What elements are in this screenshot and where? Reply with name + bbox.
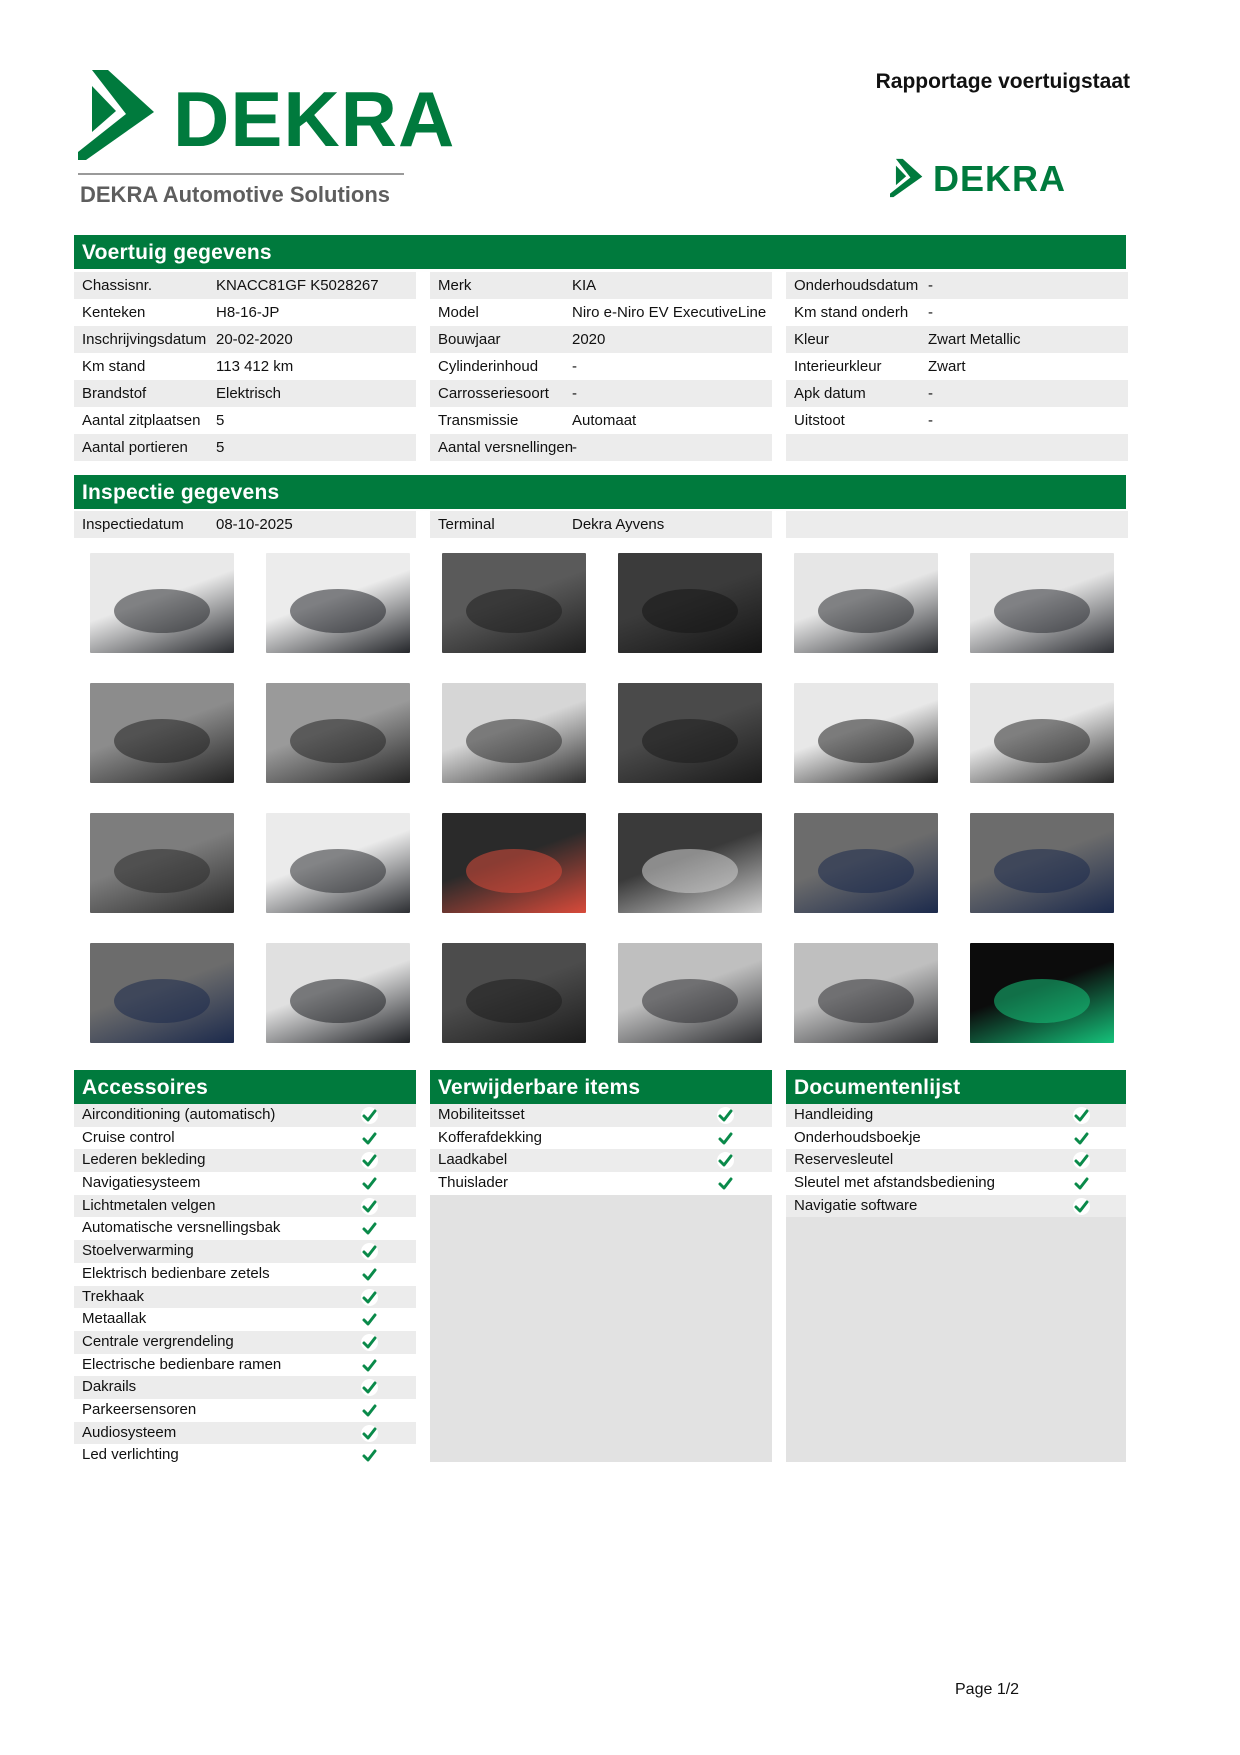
- vehicle-row: [786, 326, 1128, 353]
- list-item: [74, 1217, 416, 1240]
- photo-door-sill[interactable]: [618, 813, 762, 913]
- photo-thumbnail-image: [618, 943, 762, 1043]
- field-label: Bouwjaar: [438, 331, 501, 348]
- photo-thumbnail-image: [442, 683, 586, 783]
- list-item-label: Thuislader: [438, 1174, 509, 1192]
- check-icon: [361, 1243, 378, 1260]
- photo-battery-certificate[interactable]: [970, 943, 1114, 1043]
- check-icon: [717, 1152, 734, 1169]
- photo-manuals[interactable]: [442, 813, 586, 913]
- list-item: [74, 1172, 416, 1195]
- field-value: Automaat: [572, 412, 637, 429]
- photo-infotainment-screen[interactable]: [90, 943, 234, 1043]
- vehicle-row: [430, 326, 772, 353]
- field-label: Transmissie: [438, 412, 519, 429]
- check-icon: [1073, 1107, 1090, 1124]
- section-accessories-header: Accessoires: [74, 1070, 416, 1104]
- check-icon: [717, 1130, 734, 1147]
- vehicle-row: [430, 299, 772, 326]
- list-item-label: Elektrisch bedienbare zetels: [82, 1264, 270, 1282]
- field-label: Uitstoot: [794, 412, 845, 429]
- vehicle-row: [74, 434, 416, 461]
- photo-thumbnail-image: [266, 813, 410, 913]
- removable-items-list: [430, 1104, 772, 1462]
- photo-thumbnail-image: [794, 683, 938, 783]
- vehicle-row: [74, 407, 416, 434]
- field-value: Niro e-Niro EV ExecutiveLine: [572, 304, 767, 321]
- check-icon: [361, 1425, 378, 1442]
- field-value: 5: [216, 412, 225, 429]
- list-item-label: Lichtmetalen velgen: [82, 1196, 216, 1214]
- list-item: [74, 1104, 416, 1127]
- list-item: [74, 1263, 416, 1286]
- photo-thumbnail-image: [442, 553, 586, 653]
- list-item-label: Navigatiesysteem: [82, 1174, 201, 1192]
- list-item: [430, 1104, 772, 1127]
- photo-thumbnail-image: [618, 683, 762, 783]
- check-icon: [361, 1175, 378, 1192]
- list-item: [74, 1127, 416, 1150]
- photo-underfloor-storage[interactable]: [618, 683, 762, 783]
- vehicle-row: [786, 299, 1128, 326]
- check-icon: [1073, 1175, 1090, 1192]
- photo-dashboard[interactable]: [442, 553, 586, 653]
- field-value: -: [928, 304, 933, 321]
- photo-bumper-detail[interactable]: [266, 943, 410, 1043]
- list-item-label: Cruise control: [82, 1128, 175, 1146]
- photo-thumbnail-image: [90, 943, 234, 1043]
- list-item: [786, 1104, 1126, 1127]
- photo-thumbnail-image: [266, 683, 410, 783]
- photo-thumbnail-image: [442, 813, 586, 913]
- field-value: Zwart Metallic: [928, 331, 1021, 348]
- photo-thumbnail-image: [794, 943, 938, 1043]
- photo-thumbnail-image: [90, 553, 234, 653]
- field-label: Kleur: [794, 331, 830, 348]
- field-label: Brandstof: [82, 385, 147, 402]
- list-item: [74, 1422, 416, 1445]
- vehicle-row: [786, 272, 1128, 299]
- list-item-label: Led verlichting: [82, 1446, 179, 1464]
- photo-instrument-cluster[interactable]: [618, 553, 762, 653]
- field-label: Carrosseriesoort: [438, 385, 549, 402]
- section-inspection-header: Inspectie gegevens: [74, 475, 1126, 509]
- check-icon: [717, 1107, 734, 1124]
- list-item-label: Automatische versnellingsbak: [82, 1219, 281, 1237]
- field-label: Aantal zitplaatsen: [82, 412, 201, 429]
- check-icon: [361, 1220, 378, 1237]
- list-item: [74, 1399, 416, 1422]
- terminal-label: Terminal: [438, 516, 495, 533]
- vehicle-row: [74, 353, 416, 380]
- check-icon: [717, 1175, 734, 1192]
- list-item: [430, 1149, 772, 1172]
- list-item: [430, 1127, 772, 1150]
- vehicle-row: [430, 353, 772, 380]
- list-item-label: Electrische bedienbare ramen: [82, 1355, 282, 1373]
- photo-exterior-rear-left[interactable]: [266, 553, 410, 653]
- photo-thumbnail-image: [90, 813, 234, 913]
- vehicle-row: [430, 407, 772, 434]
- list-item: [430, 1172, 772, 1195]
- check-icon: [1073, 1152, 1090, 1169]
- photo-exterior-front-right[interactable]: [970, 553, 1114, 653]
- photo-center-console[interactable]: [442, 943, 586, 1043]
- photo-thumbnail-image: [970, 813, 1114, 913]
- field-label: Km stand onderh: [794, 304, 909, 321]
- document-title: Rapportage voertuigstaat: [875, 70, 1130, 93]
- check-icon: [1073, 1198, 1090, 1215]
- vehicle-row-empty: [786, 434, 1128, 461]
- field-value: -: [572, 385, 577, 402]
- photo-thumbnail-image: [618, 553, 762, 653]
- list-item: [74, 1376, 416, 1399]
- list-item: [74, 1149, 416, 1172]
- field-label: Kenteken: [82, 304, 146, 321]
- vehicle-row: [74, 380, 416, 407]
- vehicle-row: [74, 299, 416, 326]
- field-label: Inschrijvingsdatum: [82, 331, 207, 348]
- photo-thumbnail-image: [266, 943, 410, 1043]
- list-item-label: Centrale vergrendeling: [82, 1332, 234, 1350]
- check-icon: [361, 1357, 378, 1374]
- field-label: Apk datum: [794, 385, 866, 402]
- inspection-empty-row: [786, 511, 1128, 538]
- photo-thumbnail-image: [618, 813, 762, 913]
- page-number: Page 1/2: [955, 1681, 1020, 1698]
- list-item-label: Kofferafdekking: [438, 1128, 542, 1146]
- check-icon: [361, 1402, 378, 1419]
- photo-thumbnail-image: [794, 553, 938, 653]
- list-item-label: Lederen bekleding: [82, 1151, 206, 1169]
- dekra-logo: [78, 70, 456, 210]
- dekra-logo-icon: [78, 70, 158, 165]
- brand-subtitle: DEKRA Automotive Solutions: [80, 182, 391, 207]
- list-item: [74, 1240, 416, 1263]
- list-item-label: Onderhoudsboekje: [794, 1128, 921, 1146]
- list-item: [74, 1286, 416, 1309]
- photo-thumbnail-image: [90, 683, 234, 783]
- brand-wordmark-small: DEKRA: [933, 158, 1067, 199]
- field-value: Elektrisch: [216, 385, 282, 402]
- accessories-list: [74, 1104, 416, 1462]
- list-item-label: Navigatie software: [794, 1196, 918, 1214]
- photo-thumbnail-image: [970, 553, 1114, 653]
- field-value: -: [928, 385, 933, 402]
- field-label: Cylinderinhoud: [438, 358, 539, 375]
- photo-infotainment-screen[interactable]: [970, 813, 1114, 913]
- check-icon: [361, 1198, 378, 1215]
- photo-thumbnail-image: [266, 553, 410, 653]
- vehicle-row: [430, 272, 772, 299]
- list-item-label: Sleutel met afstandsbediening: [794, 1174, 995, 1192]
- check-icon: [361, 1289, 378, 1306]
- list-item-label: Handleiding: [794, 1106, 874, 1123]
- vehicle-row: [786, 380, 1128, 407]
- photo-thumbnail-image: [794, 813, 938, 913]
- brand-wordmark: DEKRA: [173, 75, 456, 163]
- field-label: Aantal portieren: [82, 439, 188, 456]
- inspection-date-value: 08-10-2025: [216, 516, 293, 533]
- vehicle-column-3: [786, 272, 1128, 461]
- inspection-date-row: [74, 511, 416, 538]
- vehicle-column-1: [74, 272, 416, 461]
- list-item: [74, 1195, 416, 1218]
- vehicle-row: [74, 326, 416, 353]
- photo-charging-port[interactable]: [90, 813, 234, 913]
- section-vehicle-header: Voertuig gegevens: [74, 235, 1126, 269]
- photo-front-seats[interactable]: [90, 683, 234, 783]
- documents-list: [786, 1104, 1126, 1462]
- photo-charging-cables[interactable]: [970, 683, 1114, 783]
- field-label: Onderhoudsdatum: [794, 277, 919, 294]
- dekra-logo-small: [890, 158, 1067, 204]
- photo-license-plate[interactable]: [794, 683, 938, 783]
- field-label: Aantal versnellingen: [438, 439, 574, 456]
- check-icon: [361, 1130, 378, 1147]
- terminal-value: Dekra Ayvens: [572, 516, 665, 533]
- check-icon: [1073, 1130, 1090, 1147]
- list-item: [74, 1331, 416, 1354]
- field-value: -: [928, 412, 933, 429]
- photo-trunk[interactable]: [442, 683, 586, 783]
- field-value: 2020: [572, 331, 606, 348]
- check-icon: [361, 1152, 378, 1169]
- photo-rear-seats[interactable]: [266, 683, 410, 783]
- field-value: 113 412 km: [216, 358, 294, 375]
- photo-wheel[interactable]: [266, 813, 410, 913]
- photo-side-skirt[interactable]: [794, 943, 938, 1043]
- check-icon: [361, 1311, 378, 1328]
- field-value: 20-02-2020: [216, 331, 293, 348]
- list-item: [786, 1127, 1126, 1150]
- check-icon: [361, 1334, 378, 1351]
- field-label: Chassisnr.: [82, 277, 153, 294]
- inspection-terminal-row: [430, 511, 772, 538]
- photo-side-skirt[interactable]: [618, 943, 762, 1043]
- list-item-label: Audiosysteem: [82, 1423, 177, 1441]
- list-item-label: Airconditioning (automatisch): [82, 1106, 276, 1123]
- field-value: Zwart: [928, 358, 966, 375]
- photo-thumbnail-image: [970, 683, 1114, 783]
- field-label: Model: [438, 304, 479, 321]
- dekra-small-logo-icon: [890, 158, 924, 200]
- inspection-date-label: Inspectiedatum: [82, 516, 184, 533]
- field-value: -: [572, 439, 577, 456]
- check-icon: [361, 1447, 378, 1464]
- field-label: Km stand: [82, 358, 146, 375]
- photo-exterior-front-left[interactable]: [90, 553, 234, 653]
- list-item-label: Laadkabel: [438, 1151, 508, 1169]
- list-item-label: Dakrails: [82, 1378, 137, 1396]
- vehicle-column-2: [430, 272, 772, 461]
- photo-thumbnail-image: [970, 943, 1114, 1043]
- list-item-label: Reservesleutel: [794, 1151, 894, 1169]
- list-item-label: Mobiliteitsset: [438, 1106, 525, 1123]
- field-value: KIA: [572, 277, 597, 294]
- field-value: -: [928, 277, 933, 294]
- section-documents-header: Documentenlijst: [786, 1070, 1126, 1104]
- list-item: [74, 1354, 416, 1377]
- list-item: [74, 1308, 416, 1331]
- list-item-label: Stoelverwarming: [82, 1242, 194, 1260]
- vehicle-row: [430, 380, 772, 407]
- photo-exterior-rear[interactable]: [794, 553, 938, 653]
- list-item-label: Metaallak: [82, 1310, 147, 1328]
- vehicle-row: [786, 353, 1128, 380]
- check-icon: [361, 1266, 378, 1283]
- vehicle-row: [786, 407, 1128, 434]
- check-icon: [361, 1107, 378, 1124]
- list-item-label: Trekhaak: [82, 1287, 144, 1305]
- check-icon: [361, 1379, 378, 1396]
- field-value: KNACC81GF K5028267: [216, 277, 379, 294]
- field-value: H8-16-JP: [216, 304, 280, 321]
- list-item: [74, 1444, 416, 1467]
- list-item: [786, 1195, 1126, 1218]
- section-removable-header: Verwijderbare items: [430, 1070, 772, 1104]
- photo-infotainment-screen[interactable]: [794, 813, 938, 913]
- vehicle-row: [74, 272, 416, 299]
- photo-thumbnail-image: [442, 943, 586, 1043]
- field-value: -: [572, 358, 577, 375]
- list-item: [786, 1172, 1126, 1195]
- logo-divider: [78, 173, 404, 175]
- vehicle-row: [430, 434, 772, 461]
- field-value: 5: [216, 439, 225, 456]
- field-label: Interieurkleur: [794, 358, 882, 375]
- field-label: Merk: [438, 277, 472, 294]
- list-item-label: Parkeersensoren: [82, 1400, 197, 1418]
- list-item: [786, 1149, 1126, 1172]
